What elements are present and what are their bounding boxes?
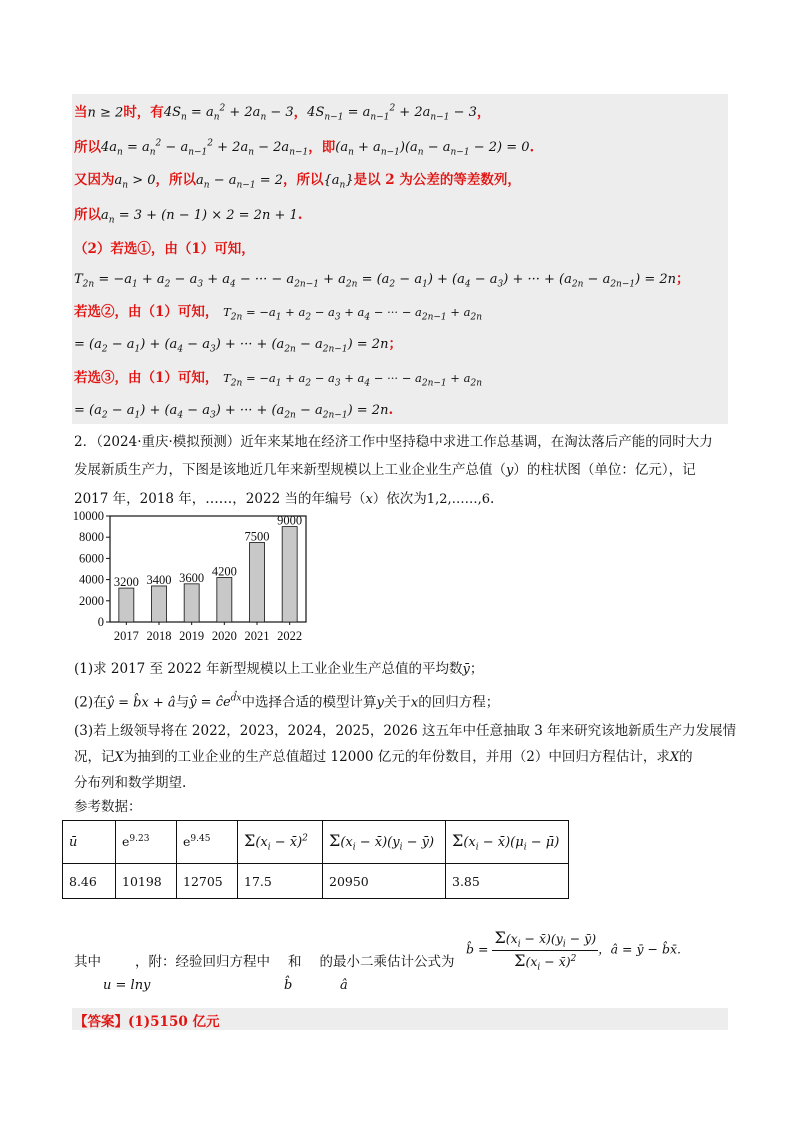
math-result-option3: = $(a_2 - a_1) + (a_4 - a_3)$ + ··· + $(a_{2n} - a_{2n-1}) = 2n$	[74, 403, 389, 421]
y-tick-label: 0	[97, 615, 104, 629]
solution-line-10: = $(a_2 - a_1) + (a_4 - a_3)$ + ··· + $(a_{2n} - a_{2n-1}) = 2n$.	[74, 402, 394, 421]
bar-value-label: 3600	[179, 570, 205, 585]
table-value-row	[63, 864, 569, 899]
header-e945: $e^{9.45}$	[177, 821, 238, 864]
bar	[217, 577, 232, 622]
math-result-option2: = $(a_2 - a_1) + (a_4 - a_3)$ + ··· + $(a_{2n} - a_{2n-1}) = 2n$	[74, 337, 389, 355]
math-4sn: $4S_n = a_n^2 + 2a_n - 3$	[163, 104, 294, 123]
header-u-bar: ū	[63, 821, 116, 864]
x-tick-label: 2021	[244, 629, 270, 643]
header-sum-xy: $\Sigma(x_i$ − $x̄)(y_i$ − ȳ)	[323, 821, 446, 864]
x-tick-label: 2017	[113, 629, 139, 643]
math-linear-model: ŷ = b̂x + â	[106, 695, 176, 711]
y-tick-label: 8000	[79, 530, 104, 545]
bar	[250, 543, 265, 623]
math-t2n-option1: $T_{2n} = -a_1 + a_2 - a_3 + a_4$ − ··· − $a_{2n-1} + a_{2n} = (a_2 - a_1) + (a_4 - a_3)$ + ··· + $(a_{2n} - a_{2n-1}) = 2n$	[74, 272, 676, 290]
formula-b-hat: b̂ = $\frac{\Sigma(x_i - x̄)(y_i - ȳ)}{\Sigma(x_i - x̄)^2}$ ，â = ȳ − b̂x̄.	[466, 928, 682, 972]
solution-line-6: $T_{2n} = -a_1 + a_2 - a_3 + a_4$ − ··· − $a_{2n-1} + a_{2n} = (a_2 - a_1) + (a_4 - a_3)$ + ··· + $(a_{2n} - a_{2n-1}) = 2n$；	[74, 271, 690, 290]
x-tick-label: 2022	[277, 629, 303, 643]
bar	[282, 527, 297, 622]
table-cell: 20950	[323, 864, 446, 899]
y-tick-label: 2000	[79, 593, 104, 608]
math-seq: $\{a_n\}$	[323, 173, 354, 191]
question-2: (2)在ŷ = b̂x + â与ŷ = $ĉe^{d̂x}$中选择合适的模型计算y关于x的回归方程；	[74, 694, 500, 711]
x-tick-label: 2018	[146, 629, 172, 643]
math-n-ge-2: n ≥ 2	[87, 105, 124, 121]
bar-value-label: 9000	[277, 513, 303, 528]
header-e923: $e^{9.23}$	[116, 821, 177, 864]
question-3-line-3: 分布列和数学期望.	[74, 775, 187, 791]
y-tick-label: 6000	[79, 551, 104, 566]
math-t2n-option3: $T_{2n} = -a_1 + a_2 - a_3 + a_4$ − ··· − $a_{2n-1} + a_{2n}$	[223, 371, 482, 389]
math-an-formula: $a_n = 3 + (n - 1) \times 2 = 2n + 1$	[101, 208, 298, 226]
math-an-pos: $a_n > 0$	[114, 173, 156, 191]
problem-intro: 2．（2024·重庆·模拟预测）近年来某地在经济工作中坚持稳中求进工作总基调，在淘汰落后产能的同时大力发展新质生产力，下图是该地近几年来新型规模以上工业企业生产总值（y）的柱状图（单位：亿元），记 2017 年，2018 年，……，2022 当的年编号（x）依次为1,2,……,6.	[74, 434, 713, 507]
table-header-row	[63, 821, 569, 864]
question-3-line-1: (3)若上级领导将在 2022，2023，2024，2025，2026 这五年中任意抽取 3 年来研究该地新质生产力发展情	[74, 723, 737, 739]
table-cell: 8.46	[63, 864, 116, 899]
bar-chart	[66, 508, 316, 646]
solution-line-3: 又因为$a_n > 0$，所以$a_n - a_{n-1} = 2$，所以$\{a_n\}$是以 2 为公差的等差数列，	[74, 172, 521, 191]
var-x: x	[365, 492, 373, 507]
bar-value-label: 7500	[244, 529, 270, 544]
solution-line-2: 所以$4a_n = a_n^2 - a_{n-1}^2 + 2a_n - 2a_{n-1}$，即$(a_n + a_{n-1})(a_n - a_{n-1} - 2) = 0$.	[74, 139, 535, 158]
y-tick-label: 10000	[72, 509, 104, 523]
bar	[184, 584, 199, 622]
bar	[119, 588, 134, 622]
header-sum-xx: $\Sigma(x_i$ − x̄)$^2$	[238, 821, 323, 864]
plot-frame	[110, 513, 306, 622]
math-4sn-1: $4S_{n-1} = a_{n-1}^2 + 2a_{n-1} - 3$	[307, 104, 477, 123]
note-u-lny: u = lny	[103, 978, 151, 993]
math-factor: $(a_n + a_{n-1})(a_n - a_{n-1} - 2) = 0$	[335, 140, 530, 158]
bar-value-label: 4200	[211, 564, 237, 579]
header-sum-xmu: $\Sigma(x_i$ − $x̄)(\mu_i$ − μ̄)	[446, 821, 569, 864]
table-cell: 3.85	[446, 864, 569, 899]
seq-1-6: 1,2,……,6	[426, 492, 491, 507]
solution-line-8: = $(a_2 - a_1) + (a_4 - a_3)$ + ··· + $(a_{2n} - a_{2n-1}) = 2n$；	[74, 336, 402, 355]
solution-line-9: 若选③，由（1）可知， $T_{2n} = -a_1 + a_2 - a_3 + a_4$ − ··· − $a_{2n-1} + a_{2n}$	[74, 370, 482, 389]
math-4an: $4a_n = a_n^2 - a_{n-1}^2 + 2a_n - 2a_{n-1}$	[101, 139, 309, 158]
var-y: y	[506, 463, 514, 478]
y-tick-label: 4000	[79, 572, 104, 587]
solution-line-5: （2）若选①，由（1）可知，	[74, 241, 255, 257]
math-y-bar: ȳ	[462, 662, 470, 677]
answer-line: 【答案】(1)5150 亿元	[74, 1014, 220, 1030]
table-cell: 12705	[177, 864, 238, 899]
bar-value-label: 3400	[146, 572, 172, 587]
math-diff: $a_n - a_{n-1} = 2$	[196, 173, 283, 191]
solution-line-1: 当n ≥ 2时，有$4S_n = a_n^2 + 2a_n - 3$，$4S_{n-1} = a_{n-1}^2 + 2a_{n-1} - 3$，	[74, 104, 491, 123]
question-1: (1)求 2017 至 2022 年新型规模以上工业企业生产总值的平均数ȳ；	[74, 661, 484, 677]
x-tick-label: 2019	[179, 629, 205, 643]
bar-value-label: 3200	[113, 575, 139, 590]
bar	[152, 586, 167, 622]
question-3-line-2: 况，记X为抽到的工业企业的生产总值超过 12000 亿元的年份数目，并用（2）中回归方程估计，求X的	[74, 749, 693, 765]
reference-table	[62, 820, 569, 899]
table-cell: 17.5	[238, 864, 323, 899]
solution-line-7: 若选②，由（1）可知， $T_{2n} = -a_1 + a_2 - a_3 + a_4$ − ··· − $a_{2n-1} + a_{2n}$	[74, 304, 482, 323]
note-b-hat: b̂	[284, 978, 293, 993]
math-exp-model: ŷ = $ĉe^{d̂x}$	[189, 694, 242, 711]
math-t2n-option2: $T_{2n} = -a_1 + a_2 - a_3 + a_4$ − ··· − $a_{2n-1} + a_{2n}$	[223, 305, 482, 323]
table-cell: 10198	[116, 864, 177, 899]
solution-line-4: 所以$a_n = 3 + (n - 1) \times 2 = 2n + 1$.	[74, 207, 303, 226]
note-a-hat: â	[340, 978, 348, 993]
reference-data-label: 参考数据：	[74, 799, 142, 815]
formula-note: 其中 ，附：经验回归方程中 和 的最小二乘估计公式为	[74, 954, 455, 970]
x-tick-label: 2020	[211, 629, 237, 643]
